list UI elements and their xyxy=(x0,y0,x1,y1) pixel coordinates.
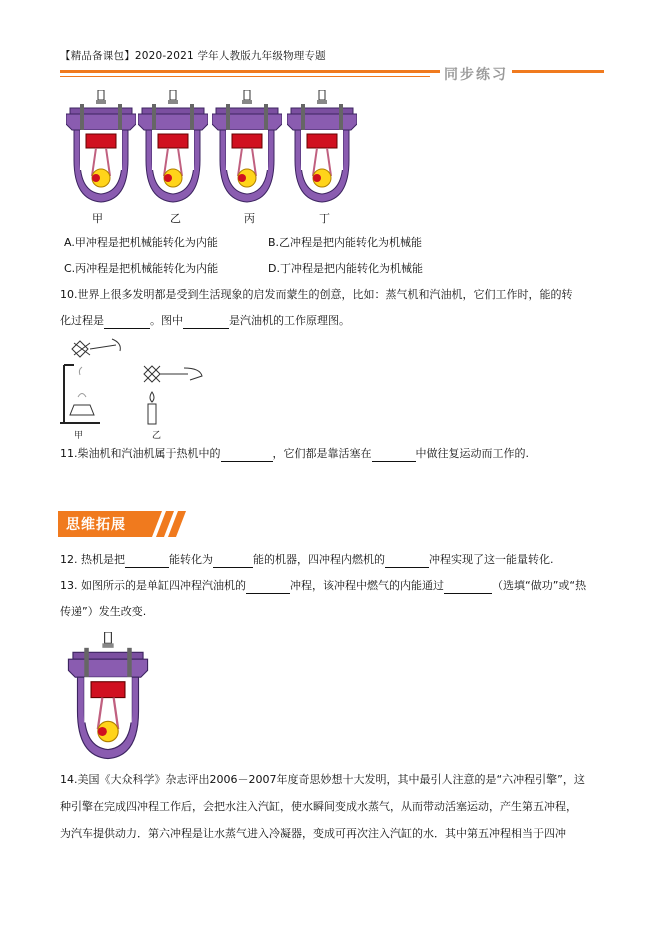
q9-option-d: D.丁冲程是把内能转化为机械能 xyxy=(268,262,423,275)
header-badge: 同步练习 xyxy=(440,64,512,84)
q13-text-a: 13. 如图所示的是单缸四冲程汽油机的 xyxy=(60,579,246,592)
q12-blank-1[interactable] xyxy=(125,555,169,568)
q12-text-d: 冲程实现了这一能量转化. xyxy=(429,553,554,566)
q13-blank-2[interactable] xyxy=(444,581,492,594)
q10-figure-candle xyxy=(140,362,210,427)
q11-text-b: ，它们都是靠活塞在 xyxy=(272,447,372,460)
q10-blank-1[interactable] xyxy=(104,316,150,329)
q13-line2: 传递”）发生改变. xyxy=(60,605,147,618)
q12-text-a: 12. 热机是把 xyxy=(60,553,125,566)
q10-text-a: 化过程是 xyxy=(60,314,104,327)
q11-blank-1[interactable] xyxy=(221,449,273,462)
q10-line2 xyxy=(60,313,350,329)
q9-option-c: C.丙冲程是把机械能转化为内能 xyxy=(64,262,219,275)
q12-blank-3[interactable] xyxy=(385,555,429,568)
q11-text-c: 中做往复运动而工作的. xyxy=(415,447,529,460)
engine-label-yi: 乙 xyxy=(170,212,181,225)
q13-text-b: 冲程，该冲程中燃气的内能通过 xyxy=(290,579,444,592)
engine-figure-yi xyxy=(138,90,208,205)
engine-label-jia: 甲 xyxy=(92,212,103,225)
q13-line1 xyxy=(60,578,586,594)
engine-figure-ding xyxy=(287,90,357,205)
q14-line1: 14.美国《大众科学》杂志评出2006－2007年度奇思妙想十大发明，其中最引人注意的是“六冲程引擎”，这 xyxy=(60,773,585,786)
q10-text-c: 是汽油机的工作原理图。 xyxy=(229,314,350,327)
q9-option-b: B.乙冲程是把内能转化为机械能 xyxy=(268,236,423,249)
q12-blank-2[interactable] xyxy=(213,555,253,568)
q12-text-c: 能的机器，四冲程内燃机的 xyxy=(253,553,385,566)
q13-text-c: （选填“做功”或“热 xyxy=(492,579,587,592)
engine-figure-jia xyxy=(66,90,136,205)
q9-option-a: A.甲冲程是把机械能转化为内能 xyxy=(64,236,218,249)
q10-line1: 10.世界上很多发明都是受到生活现象的启发而蒙生的创意，比如：蒸气机和汽油机，它们工作时，能的转 xyxy=(60,288,573,301)
q11-line xyxy=(60,446,529,462)
header-series: 【精品备课包】2020-2021 学年人教版九年级物理专题 xyxy=(60,50,326,62)
q12-line xyxy=(60,552,554,568)
header-rule-thin xyxy=(60,76,430,77)
q10-blank-2[interactable] xyxy=(183,316,229,329)
q10-figure-steam xyxy=(60,335,130,427)
engine-label-ding: 丁 xyxy=(319,212,330,225)
q11-blank-2[interactable] xyxy=(372,449,416,462)
q14-line3: 为汽车提供动力．第六冲程是让水蒸气进入冷凝器，变成可再次注入汽缸的水．其中第五冲程相当于四冲 xyxy=(60,827,566,840)
q10-text-b: 。图中 xyxy=(150,314,183,327)
section-title: 思维拓展 xyxy=(66,517,126,533)
q10-fig-label-jia: 甲 xyxy=(74,431,84,441)
q13-engine-figure xyxy=(60,632,156,762)
q14-line2: 种引擎在完成四冲程工作后，会把水注入汽缸，使水瞬间变成水蒸气，从而带动活塞运动，产生第五冲程， xyxy=(60,800,577,813)
q12-text-b: 能转化为 xyxy=(169,553,213,566)
q10-fig-label-yi: 乙 xyxy=(152,431,162,441)
header-rule xyxy=(60,70,604,73)
engine-label-bing: 丙 xyxy=(244,212,255,225)
q11-text-a: 11.柴油机和汽油机属于热机中的 xyxy=(60,447,221,460)
engine-figure-bing xyxy=(212,90,282,205)
q13-blank-1[interactable] xyxy=(246,581,290,594)
